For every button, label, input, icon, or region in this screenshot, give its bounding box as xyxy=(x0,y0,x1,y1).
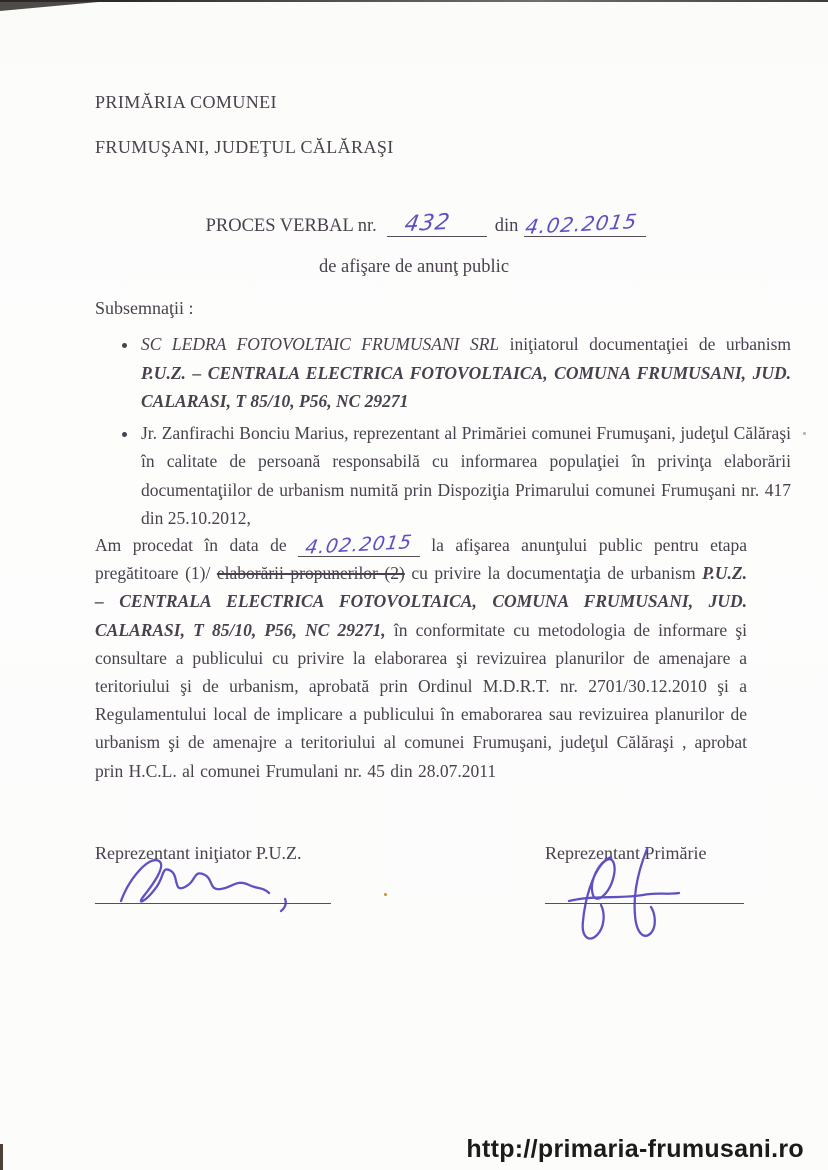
org-name-line1: PRIMĂRIA COMUNEI xyxy=(95,92,277,112)
puz-project-title: P.U.Z. – CENTRALA ELECTRICA FOTOVOLTAICA, COMUNA FRUMUSANI, JUD. CALARASI, T 85/10, P56, NC 29271 xyxy=(141,362,791,411)
signature-initiator-block xyxy=(95,843,331,864)
footer-url: http://primaria-frumusani.ro xyxy=(466,1135,804,1163)
signatories-bullet-list xyxy=(95,330,791,536)
handwritten-date-inline: 4.02.2015 xyxy=(303,531,415,559)
signature-line-left xyxy=(95,903,331,904)
bullet-item-representative xyxy=(139,419,791,533)
scan-artifact-top-left-wedge xyxy=(0,0,120,11)
initiator-role-text: iniţiatorul documentaţiei de urbanism xyxy=(509,334,791,354)
struck-text: elaborării propunerilor (2) xyxy=(216,563,405,584)
signature-primarie-block xyxy=(545,843,744,864)
intro-line: Subsemnaţii : xyxy=(95,298,194,318)
paragraph-part1: Am procedat în data de xyxy=(95,535,287,555)
handwritten-number: 432 xyxy=(402,209,452,238)
puz-project-title-paragraph: P.U.Z. – CENTRALA ELECTRICA FOTOVOLTAICA, COMUNA FRUMUSANI, JUD. CALARASI, T 85/10, P56, NC 29271, xyxy=(95,563,747,640)
paragraph-part4: în conformitate cu metodologia de informare şi consultare a publicului cu privire la elaborarea şi revizuirea planurilor de amenajare a teritoriului şi de urbanism, aprobată prin Ordinul M.D.R.T. nr. 2701/30.12.2010 şi a Regulamentului local de implicare a publicului în emaborarea sau revizuirea planurilor de urbanism şi de amenajre a teritoriului al comunei Frumuşani, judeţul Călăraşi , aprobat prin H.C.L. al comunei Frumulani nr. 45 din 28.07.2011 xyxy=(95,619,748,781)
title-din-label: din xyxy=(494,216,519,236)
title-prefix: PROCES VERBAL nr. xyxy=(205,216,377,236)
representative-text: Jr. Zanfirachi Bonciu Marius, reprezentant al Primăriei comunei Frumuşani, judeţul Călăraşi în calitate de persoană responsabilă cu informarea populaţiei în privinţa elaborării documentaţiilor de urbanism numită prin Dispoziţia Primarului comunei Frumuşani nr. 417 din 25.10.2012, xyxy=(141,422,791,528)
scan-artifact-bottom-left-sliver xyxy=(0,1144,3,1170)
date-blank-line xyxy=(523,209,646,239)
paragraph-part2: la afişarea anunţului public pentru etapa pregătitoare (1)/ xyxy=(95,535,748,584)
number-blank-line xyxy=(387,209,487,238)
main-paragraph xyxy=(95,531,747,785)
document-subtitle: de afişare de anunţ public xyxy=(318,257,510,277)
org-name-line2: FRUMUŞANI, JUDEŢUL CĂLĂRAŞI xyxy=(95,137,394,157)
handwritten-date: 4.02.2015 xyxy=(523,209,640,239)
document-title-row xyxy=(12,209,828,239)
scan-artifact-top-edge xyxy=(0,0,828,2)
signature-primarie-label: Reprezentant Primărie xyxy=(545,843,707,863)
signature-initiator-label: Reprezentant iniţiator P.U.Z. xyxy=(95,843,302,863)
signature-block xyxy=(95,843,744,953)
inline-date-blank xyxy=(298,531,420,559)
paragraph-part3: cu privire la documentaţia de urbanism xyxy=(411,563,696,584)
scan-speck xyxy=(803,432,806,435)
initiator-company-name: SC LEDRA FOTOVOLTAIC FRUMUSANI SRL xyxy=(141,334,500,354)
bullet-item-initiator xyxy=(139,330,791,416)
signature-line-right xyxy=(545,903,744,904)
